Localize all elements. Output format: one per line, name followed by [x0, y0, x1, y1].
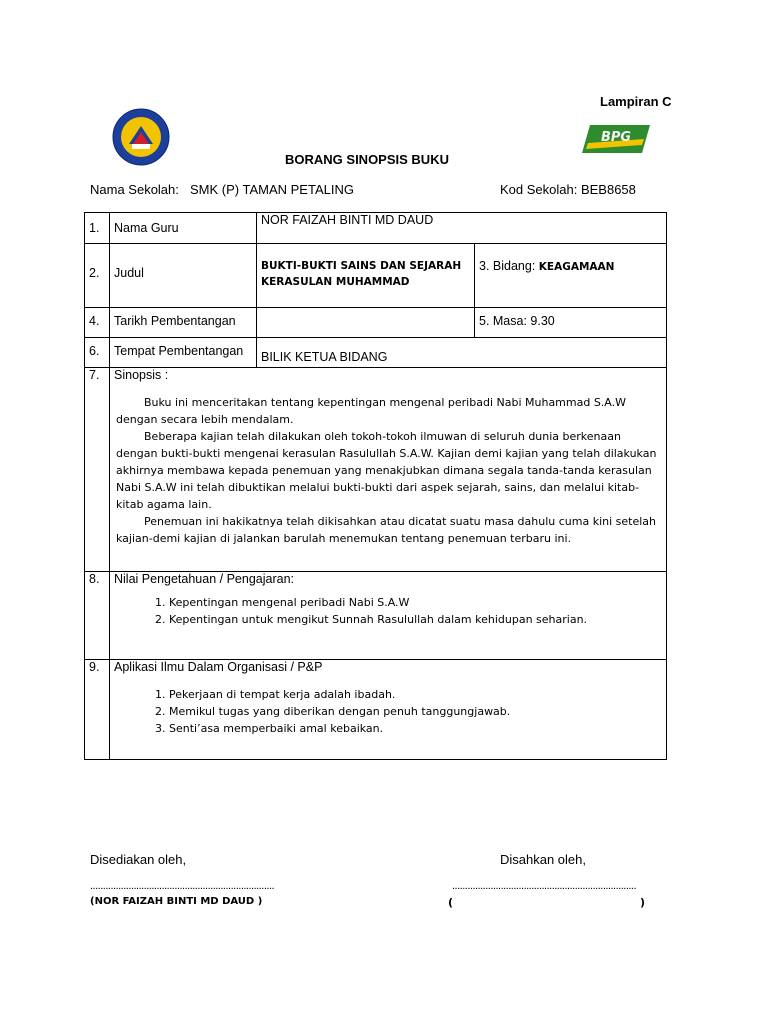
application-label: Aplikasi Ilmu Dalam Organisasi / P&P [114, 660, 323, 674]
knowledge-value-label: Nilai Pengetahuan / Pengajaran: [114, 572, 294, 586]
row-title [85, 244, 667, 308]
form-title: BORANG SINOPSIS BUKU [285, 152, 449, 167]
row-number: 6. [89, 344, 100, 358]
synopsis-line: Beberapa kajian telah dilakukan oleh tokoh-tokoh ilmuwan di seluruh dunia berkenaan [144, 430, 621, 443]
field-label: 3. Bidang: [479, 259, 539, 273]
school-code: Kod Sekolah: BEB8658 [500, 182, 636, 197]
row-number: 2. [89, 266, 100, 280]
synopsis-line: kitab agama lain. [116, 498, 212, 511]
row-synopsis [85, 368, 667, 572]
bpg-logo-text: BPG [600, 130, 632, 145]
title-line-1: BUKTI-BUKTI SAINS DAN SEJARAH [261, 260, 462, 272]
synopsis-line: dengan bukti-bukti mengenai kerasulan Rasulullah S.A.W. Kajian demi kajian yang telah dilakukan [116, 447, 657, 460]
synopsis-cell [110, 368, 666, 550]
approved-by-open-paren: ( [448, 896, 454, 909]
application-list [114, 686, 662, 737]
row-application [85, 660, 667, 760]
lampiran-label: Lampiran C [600, 94, 672, 109]
presentation-date-label: Tarikh Pembentangan [114, 314, 236, 328]
title-label: Judul [114, 266, 144, 280]
knowledge-value-list [114, 594, 662, 628]
teacher-name-label: Nama Guru [114, 221, 179, 235]
synopsis-text [114, 394, 662, 547]
field-cell [475, 244, 666, 278]
presentation-place-label: Tempat Pembentangan [114, 344, 244, 358]
synopsis-line: Nabi S.A.W ini telah dibuktikan melalui bukti-bukti dari aspek sejarah, sains, dan melalui kitab- [116, 481, 640, 494]
application-cell [110, 660, 666, 740]
row-number: 8. [89, 572, 100, 586]
presentation-date-value [257, 308, 474, 314]
row-number: 1. [89, 221, 100, 235]
row-teacher-name [85, 213, 667, 244]
row-number: 9. [89, 660, 100, 674]
school-name-value: SMK (P) TAMAN PETALING [190, 182, 354, 197]
field-value: KEAGAMAAN [538, 261, 615, 273]
synopsis-label: Sinopsis : [114, 368, 169, 382]
signature-line-left: ........................................................................ [90, 880, 275, 892]
synopsis-form-table [84, 212, 667, 760]
presentation-place-value: BILIK KETUA BIDANG [261, 350, 388, 364]
synopsis-line: kajian-demi kajian di jalankan barulah menemukan tentang penemuan terbaru ini. [116, 532, 572, 545]
approved-by-label: Disahkan oleh, [500, 852, 586, 867]
row-presentation-date [85, 308, 667, 338]
row-presentation-place [85, 338, 667, 368]
prepared-by-name: (NOR FAIZAH BINTI MD DAUD ) [90, 896, 263, 907]
list-item: 1. Kepentingan mengenal peribadi Nabi S.A.W [169, 594, 662, 611]
approved-by-close-paren: ) [640, 896, 646, 909]
teacher-name-value: NOR FAIZAH BINTI MD DAUD [261, 213, 434, 227]
knowledge-value-cell [110, 572, 666, 631]
synopsis-line: Penemuan ini hakikatnya telah dikisahkan atau dicatat suatu masa dahulu cuma kini setelah [144, 515, 657, 528]
time-field: 5. Masa: 9.30 [479, 314, 555, 328]
synopsis-line: Buku ini menceritakan tentang kepentingan mengenal peribadi Nabi Muhammad S.A.W [144, 396, 627, 409]
list-item: 1. Pekerjaan di tempat kerja adalah ibadah. [169, 686, 662, 703]
list-item: 2. Memikul tugas yang diberikan dengan penuh tanggungjawab. [169, 703, 662, 720]
synopsis-line: akhirnya membawa kepada penemuan yang menakjubkan dimana segala tanda-tanda kerasulan [116, 464, 652, 477]
list-item: 3. Senti’asa memperbaiki amal kebaikan. [169, 720, 662, 737]
list-item: 2. Kepentingan untuk mengikut Sunnah Rasulullah dalam kehidupan seharian. [169, 611, 662, 628]
title-line-2: KERASULAN MUHAMMAD [261, 276, 410, 288]
title-value [257, 244, 474, 293]
row-number: 4. [89, 314, 100, 328]
school-name-label: Nama Sekolah: [90, 182, 179, 197]
row-number: 7. [89, 368, 100, 382]
row-knowledge-value [85, 572, 667, 660]
signature-line-right: ........................................................................ [452, 880, 637, 892]
synopsis-line: dengan secara lebih mendalam. [116, 413, 294, 426]
prepared-by-label: Disediakan oleh, [90, 852, 187, 867]
